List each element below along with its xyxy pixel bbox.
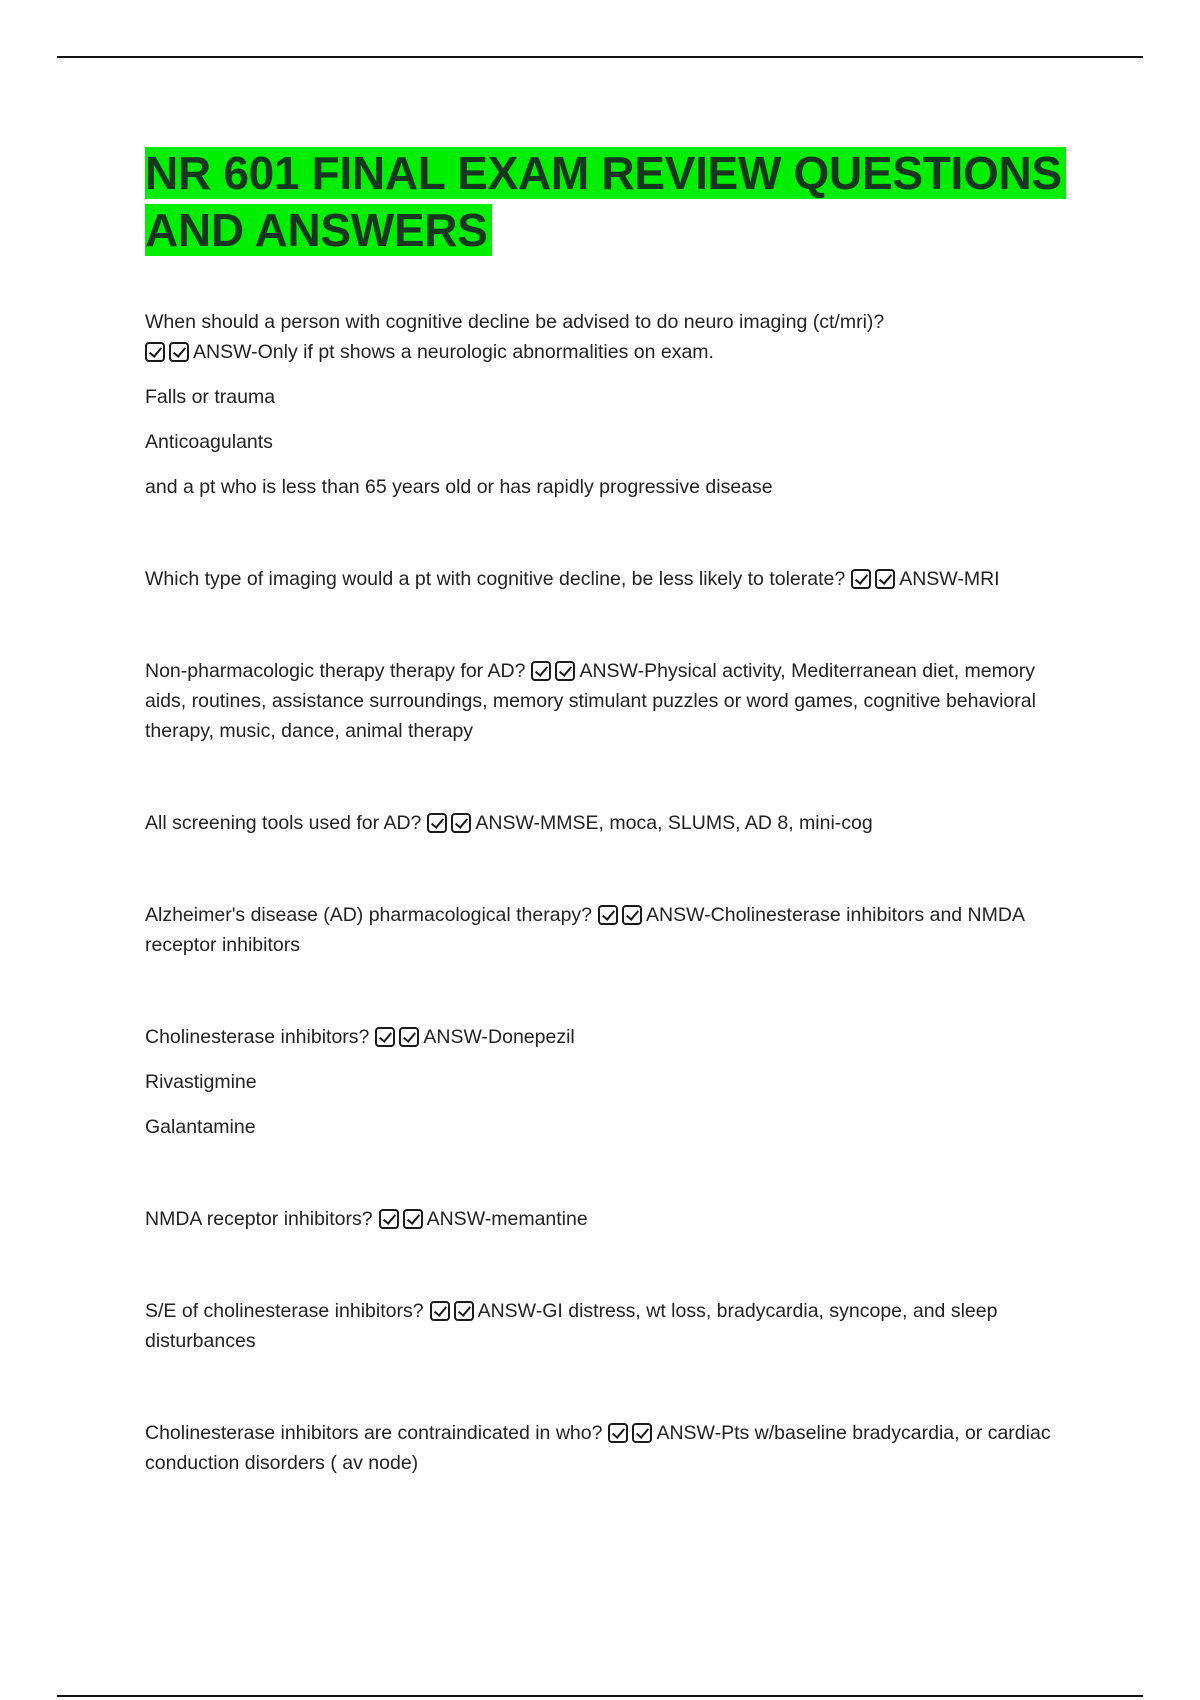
checkbox-icon: [622, 905, 642, 925]
checkbox-icon: [632, 1423, 652, 1443]
answer-text: ANSW-MMSE, moca, SLUMS, AD 8, mini-cog: [475, 812, 873, 834]
answer-extra-line: and a pt who is less than 65 years old or has rapidly progressive disease: [145, 476, 773, 498]
question-text: S/E of cholinesterase inhibitors?: [145, 1300, 424, 1322]
answer-text: ANSW-MRI: [899, 568, 1000, 590]
document-title: NR 601 FINAL EXAM REVIEW QUESTIONS AND ANSWERS: [145, 145, 1065, 259]
document-body: [145, 145, 1065, 1478]
qa-item: [145, 1418, 1065, 1478]
checkbox-icon: [598, 905, 618, 925]
checkbox-icon: [375, 1027, 395, 1047]
checkbox-icon: [169, 342, 189, 362]
checkbox-icon: [608, 1423, 628, 1443]
checkbox-icon: [403, 1209, 423, 1229]
answer-text: ANSW-Only if pt shows a neurologic abnormalities on exam.: [193, 341, 714, 363]
answer-text: ANSW-Cholinesterase inhibitors and NMDA receptor inhibitors: [145, 904, 1024, 956]
question-text: Cholinesterase inhibitors are contraindicated in who?: [145, 1422, 603, 1444]
question-text: When should a person with cognitive decline be advised to do neuro imaging (ct/mri)?: [145, 311, 885, 333]
answer-extra-line: Falls or trauma: [145, 386, 276, 408]
answer-text: ANSW-memantine: [426, 1208, 588, 1230]
checkbox-icon: [379, 1209, 399, 1229]
question-text: NMDA receptor inhibitors?: [145, 1208, 373, 1230]
checkbox-icon: [851, 569, 871, 589]
answer-text: ANSW-Pts w/baseline bradycardia, or cardiac conduction disorders ( av node): [145, 1422, 1051, 1474]
answer-extra-line: Anticoagulants: [145, 431, 273, 453]
qa-item: [145, 307, 1065, 502]
qa-item: [145, 1296, 1065, 1356]
qa-item: [145, 1022, 1065, 1142]
answer-text: ANSW-Donepezil: [423, 1026, 575, 1048]
qa-item: [145, 564, 1065, 594]
question-text: Alzheimer's disease (AD) pharmacological therapy?: [145, 904, 593, 926]
top-rule: [57, 56, 1143, 58]
qa-item: [145, 1204, 1065, 1234]
checkbox-icon: [451, 813, 471, 833]
question-text: Cholinesterase inhibitors?: [145, 1026, 370, 1048]
checkbox-icon: [555, 661, 575, 681]
answer-text: ANSW-Physical activity, Mediterranean diet, memory aids, routines, assistance surroundings, memory stimulant puzzles or word games, cognitive behavioral therapy, music, dance, animal therapy: [145, 660, 1036, 742]
bottom-rule: [57, 1695, 1143, 1697]
checkbox-icon: [875, 569, 895, 589]
qa-item: [145, 808, 1065, 838]
question-text: Which type of imaging would a pt with cognitive decline, be less likely to tolerate?: [145, 568, 846, 590]
checkbox-icon: [531, 661, 551, 681]
answer-extra-line: Rivastigmine: [145, 1071, 257, 1093]
answer-text: ANSW-GI distress, wt loss, bradycardia, syncope, and sleep disturbances: [145, 1300, 998, 1352]
qa-item: [145, 900, 1065, 960]
qa-item: [145, 656, 1065, 746]
checkbox-icon: [427, 813, 447, 833]
answer-extra-line: Galantamine: [145, 1116, 256, 1138]
question-text: All screening tools used for AD?: [145, 812, 422, 834]
checkbox-icon: [399, 1027, 419, 1047]
checkbox-icon: [454, 1301, 474, 1321]
checkbox-icon: [145, 342, 165, 362]
question-text: Non-pharmacologic therapy therapy for AD?: [145, 660, 526, 682]
checkbox-icon: [430, 1301, 450, 1321]
